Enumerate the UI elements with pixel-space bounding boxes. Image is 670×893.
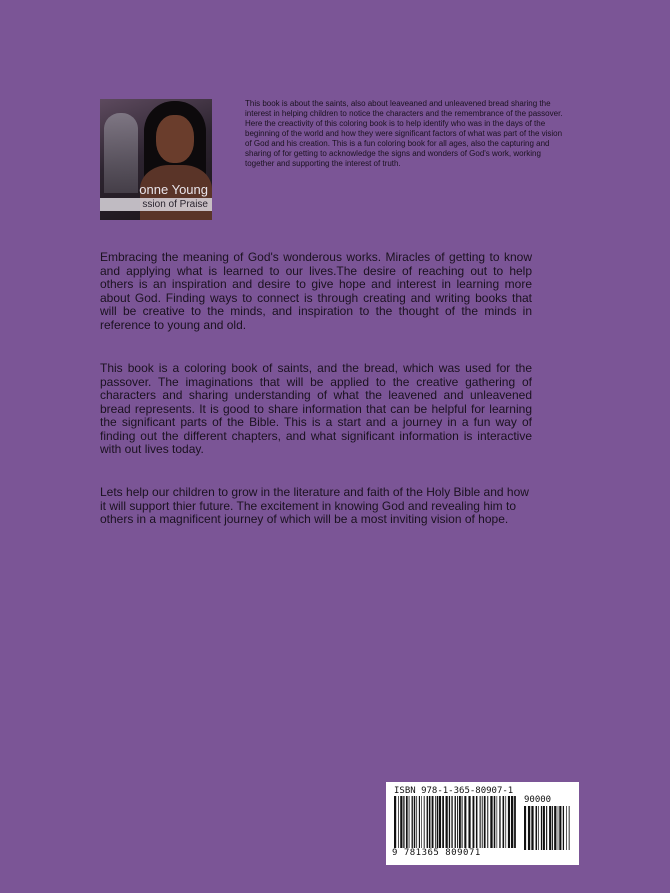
barcode-bar xyxy=(406,796,408,848)
barcode-bar xyxy=(412,796,413,848)
barcode-bar xyxy=(487,796,488,848)
barcode-bar xyxy=(439,796,441,848)
barcode-bar xyxy=(499,796,500,848)
barcode-bar xyxy=(455,796,456,848)
barcode-bar xyxy=(468,796,470,848)
barcode-bar xyxy=(459,796,461,848)
barcode-bar xyxy=(543,806,545,850)
price-code: 90000 xyxy=(524,795,552,805)
barcode-bar xyxy=(497,796,498,848)
barcode-digits: 9 781365 809071 xyxy=(392,848,481,858)
barcode-bar xyxy=(531,806,533,850)
barcode-bar xyxy=(403,796,404,848)
barcode-bar xyxy=(429,796,431,848)
barcode-bar xyxy=(451,796,452,848)
barcode-bar xyxy=(563,806,564,850)
barcode-bar xyxy=(414,796,415,848)
barcode-bar xyxy=(398,796,399,848)
barcode-bar xyxy=(400,796,402,848)
barcode-bar xyxy=(409,796,410,848)
barcode-bar xyxy=(419,796,420,848)
barcode-bar xyxy=(457,796,458,848)
body-paragraph-2: This book is a coloring book of saints, and the bread, which was used for the passover. The imaginations that will be applied to the creative gathering of characters and sharing understanding of what the leavened and unleavened bread represents. It is good to share information that can be helpful for learning the significant parts of the Bible. This is a start and a journey in a fun way of finding out the different chapters, and what significant information is interactive with out lives today. xyxy=(100,361,532,456)
barcode-bar xyxy=(421,796,422,848)
barcode-bar xyxy=(536,806,538,850)
barcode-bar xyxy=(449,796,450,848)
barcode-bar xyxy=(482,796,483,848)
barcode-bar xyxy=(546,806,547,850)
author-photo xyxy=(100,99,212,220)
barcode-bar xyxy=(437,796,438,848)
barcode-bar xyxy=(552,806,553,850)
barcode-bar xyxy=(514,796,516,848)
barcode-bar xyxy=(528,806,530,850)
barcode-bar xyxy=(416,796,417,848)
barcode-bar xyxy=(394,796,396,848)
isbn-barcode xyxy=(386,782,579,865)
isbn-label: ISBN 978-1-365-80907-1 xyxy=(394,786,514,796)
book-blurb: This book is about the saints, also about leaveaned and unleavened bread sharing the interest in helping children to notice the characters and the remembrance of the passover. Here the creactivity of this coloring book is to help identify who was in the days of the beginning of the world and how they were significant factors of what was part of the vision of God and his creation. This is a fun coloring book for all ages, also the capturing and sharing of for getting to acknowledge the signs and wonders of God's work, working together and supporting the interest of truth. xyxy=(245,99,563,168)
barcode-bar xyxy=(442,796,444,848)
barcode-bar xyxy=(476,796,478,848)
barcode-bar xyxy=(524,806,526,850)
barcode-bar xyxy=(558,806,559,850)
barcode-addon-bars xyxy=(524,806,572,850)
barcode-bar xyxy=(541,806,542,850)
barcode-bar xyxy=(484,796,486,848)
barcode-bar xyxy=(490,796,492,848)
barcode-bar xyxy=(473,796,475,848)
barcode-bar xyxy=(549,806,551,850)
body-paragraph-1: Embracing the meaning of God's wonderous works. Miracles of getting to know and applying what is learned to our lives.The desire of reaching out to help others is an inspiration and desire to give hope and interest in learning more about God. Finding ways to connect is through creating and writing books that will be creative to the minds, and inspiration to the thought of the minds in reference to young and old. xyxy=(100,250,532,332)
barcode-bar xyxy=(508,796,510,848)
barcode-bar xyxy=(505,796,506,848)
barcode-bar xyxy=(427,796,428,848)
barcode-bar xyxy=(480,796,481,848)
barcode-bar xyxy=(432,796,434,848)
barcode-bar xyxy=(503,796,505,848)
barcode-bar xyxy=(464,796,466,848)
barcode-bar xyxy=(446,796,448,848)
barcode-bar xyxy=(559,806,561,850)
barcode-main-bars xyxy=(394,796,519,848)
body-paragraph-3: Lets help our children to grow in the literature and faith of the Holy Bible and how it will support thier future. The excitement in knowing God and revealing him to others in a magnificent journey of which will be a most inviting vision of hope. xyxy=(100,485,529,526)
barcode-bar xyxy=(566,806,567,850)
barcode-bar xyxy=(554,806,556,850)
photo-name-text: onne Young xyxy=(139,182,208,197)
barcode-bar xyxy=(569,806,570,850)
barcode-bar xyxy=(462,796,463,848)
barcode-bar xyxy=(511,796,513,848)
photo-face xyxy=(156,115,194,163)
barcode-bar xyxy=(494,796,496,848)
photo-background-arch xyxy=(104,113,138,193)
photo-caption-text: ssion of Praise xyxy=(100,198,212,211)
barcode-bar xyxy=(538,806,539,850)
barcode-bar xyxy=(435,796,436,848)
barcode-bar xyxy=(424,796,425,848)
